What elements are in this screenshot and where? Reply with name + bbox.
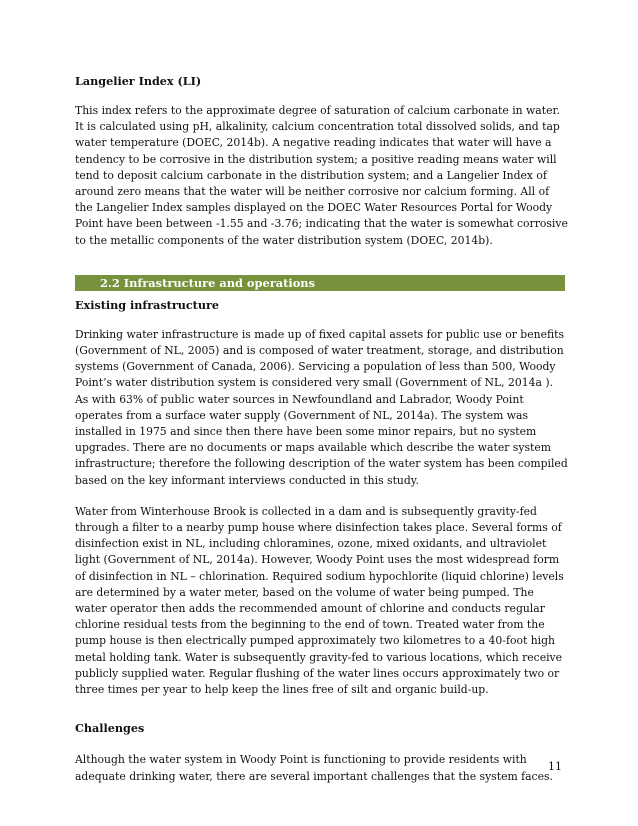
page-number: 11 xyxy=(548,760,562,773)
drinking-water-paragraph: Drinking water infrastructure is made up of fixed capital assets for public use or benefits (Government of NL, 2005) and is composed of water treatment, storage, and distribution systems (Government of Canada, 2006). Servicing a population of less than 500, Woody Point’s water distribution system is considered very small (Government of NL, 2014a ). As with 63% of public water sources in Newfoundland and Labrador, Woody Point operates from a surface water supply (Government of NL, 2014a). The system was installed in 1975 and since then there have been some minor repairs, but no system upgrades. There are no documents or maps available which describe the water system infrastructure; therefore the following description of the water system has been compiled based on the key informant interviews conducted in this study. xyxy=(75,327,568,487)
page-content xyxy=(75,73,568,785)
langelier-heading: Langelier Index (LI) xyxy=(75,74,202,88)
challenges-paragraph: Although the water system in Woody Point is functioning to provide residents with adequate drinking water, there are several important challenges that the system faces. xyxy=(75,753,553,783)
section-title: 2.2 Infrastructure and operations xyxy=(100,275,315,290)
section-header-bar xyxy=(75,275,565,291)
langelier-paragraph: This index refers to the approximate degree of saturation of calcium carbonate in water. It is calculated using pH, alkalinity, calcium concentration total dissolved solids, and tap water temperature (DOEC, 2014b). A negative reading indicates that water will have a tendency to be corrosive in the distribution system; a positive reading means water will tend to deposit calcium carbonate in the distribution system; and a Langelier Index of around zero means that the water will be neither corrosive nor calcium forming. All of the Langelier Index samples displayed on the DOEC Water Resources Portal for Woody Point have been between -1.55 and -3.76; indicating that the water is somewhat corrosive to the metallic components of the water distribution system (DOEC, 2014b). xyxy=(75,104,568,247)
existing-infrastructure-heading: Existing infrastructure xyxy=(75,297,219,312)
challenges-heading: Challenges xyxy=(75,721,145,736)
winterhouse-paragraph: Water from Winterhouse Brook is collected in a dam and is subsequently gravity-fed through a filter to a nearby pump house where disinfection takes place. Several forms of disinfection exist in NL, including chloramines, ozone, mixed oxidants, and ultraviolet light (Government of NL, 2014a). However, Woody Point uses the most widespread form of disinfection in NL – chlorination. Required sodium hypochlorite (liquid chlorine) levels are determined by a water meter, based on the volume of water being pumped. The water operator then adds the recommended amount of chlorine and conducts regular chlorine residual tests from the beginning to the end of town. Treated water from the pump house is then electrically pumped approximately two kilometres to a 40-foot high metal holding tank. Water is subsequently gravity-fed to various locations, which receive publicly supplied water. Regular flushing of the water lines occurs approximately two or three times per year to help keep the lines free of silt and organic build-up. xyxy=(75,504,564,697)
